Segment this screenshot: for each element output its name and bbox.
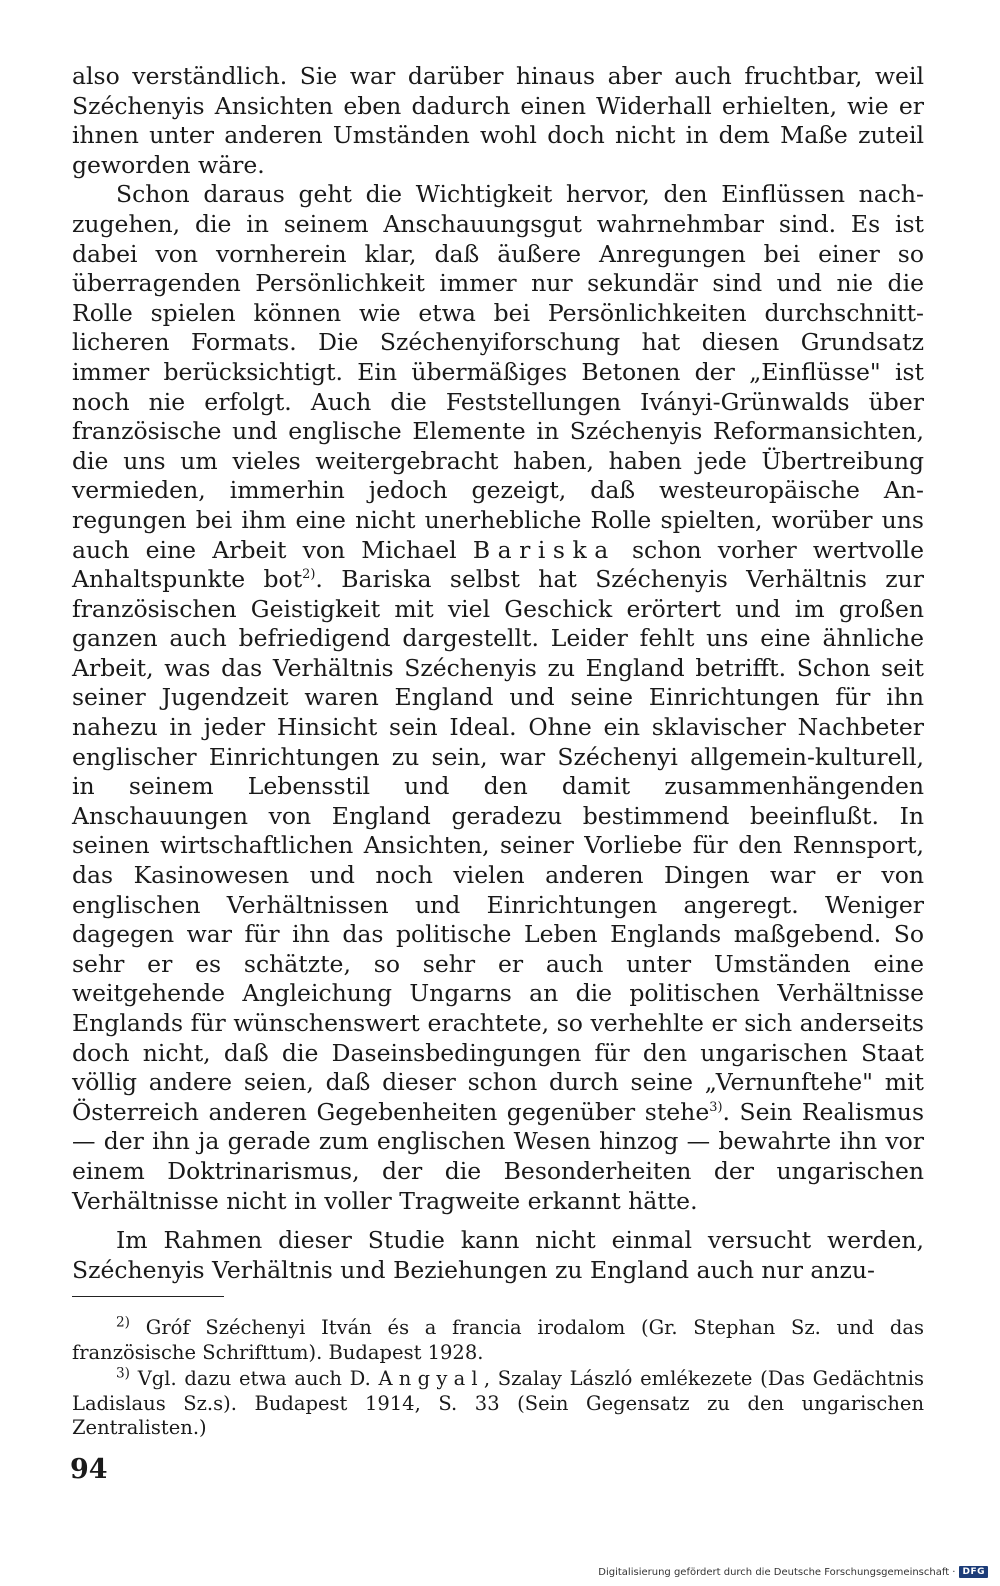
page-number: 94 — [70, 1454, 108, 1485]
paragraph-3 — [72, 1226, 924, 1285]
footnotes — [72, 1316, 924, 1441]
paragraph-2-text-d: . Sein Realismus — der ihn ja gerade zum englischen Wesen hinzog — bewahrte ihn vor einem Doktrinarismus, der die Besonderheiten der ungarischen Verhältnisse nicht in voller Tragweite erkannt hätte. — [72, 1097, 925, 1215]
paragraph-2-text-a: Schon daraus geht die Wichtigkeit hervor, den Einflüssen nachzugehen, die in seinem Anschauungsgut wahrnehmbar sind. Es ist dabei von vornherein klar, daß äußere Anregungen bei einer so überragenden Persönlichkeit immer nur sekundär sind und nie die Rolle spielen können wie etwa bei Persönlichkeiten durchschnittlicheren Formats. Die Széchenyiforschung hat diesen Grundsatz immer berücksichtigt. Ein übermäßiges Betonen der „Einflüsse" ist noch nie erfolgt. Auch die Feststellungen Iványi-Grünwalds über französische und englische Elemente in Széchenyis Reformansichten, die uns um vieles weitergebracht haben, haben jede Übertreibung vermieden, immerhin jedoch gezeigt, daß westeuropäische Anregungen bei ihm eine nicht unerhebliche Rolle spielten, worüber uns auch eine Arbeit von Michael — [72, 180, 924, 564]
footnote-3-text-b: , Szalay László emlékezete (Das Gedächtnis Ladislaus Sz.s). Budapest 1914, S. 33 (Sein Gegensatz zu den ungarischen Zentralisten.) — [72, 1367, 924, 1439]
footnote-2-mark: 2) — [116, 1314, 131, 1331]
footnote-3-text-a: Vgl. dazu etwa auch D. — [137, 1367, 371, 1390]
footnote-ref-2[interactable]: 2) — [302, 567, 316, 583]
paragraph-2-text-b: schon vorher wertvolle Anhaltspunkte bot — [72, 535, 924, 594]
footnote-3-mark: 3) — [116, 1365, 131, 1382]
paragraph-1 — [72, 62, 924, 180]
main-text — [72, 62, 924, 1285]
digitization-credit — [598, 1566, 988, 1578]
paragraph-1-text: also verständlich. Sie war darüber hinaus aber auch fruchtbar, weil Széchenyis Ansichten eben dadurch einen Widerhall erhielten, wie er ihnen unter anderen Umständen wohl doch nicht in dem Maße zuteil geworden wäre. — [72, 62, 924, 179]
footnote-2-text: Gróf Széchenyi Itván és a francia irodalom (Gr. Stephan Sz. und das französische Schrifttum). Budapest 1928. — [72, 1316, 924, 1364]
footnote-2 — [72, 1316, 924, 1365]
credit-text: Digitalisierung gefördert durch die Deutsche Forschungsgemeinschaft · — [598, 1566, 956, 1578]
footnote-divider — [72, 1296, 224, 1297]
dfg-logo-icon: DFG — [959, 1566, 988, 1578]
author-name-bariska: Bariska — [472, 535, 616, 564]
paragraph-2-text-c: . Bariska selbst hat Széchenyis Verhältnis zur französischen Geistigkeit mit viel Geschick erörtert und im großen ganzen auch befriedigend dargestellt. Leider fehlt uns eine ähnliche Arbeit, was das Verhältnis Széchenyis zu England betrifft. Schon seit seiner Jugendzeit waren England und seine Einrichtungen für ihn nahezu in jeder Hinsicht sein Ideal. Ohne ein sklavischer Nachbeter englischer Einrichtungen zu sein, war Széchenyi allgemein-kulturell, in seinem Lebensstil und den damit zusammenhängenden Anschauungen von England geradezu bestimmend beeinflußt. In seinen wirtschaftlichen Ansichten, seiner Vorliebe für den Rennsport, das Kasinowesen und noch vielen anderen Dingen war er von englischen Verhältnissen und Einrichtungen angeregt. Weniger dagegen war für ihn das politische Leben Englands maßgebend. So sehr er es schätzte, so sehr er auch unter Umständen eine weitgehende Angleichung Ungarns an die politischen Verhältnisse Englands für wünschenswert erachtete, so verhehlte er sich anderseits doch nicht, daß die Daseinsbedingungen für den ungarischen Staat völlig andere seien, daß dieser schon durch seine „Vernunftehe" mit Österreich anderen Gegebenheiten gegenüber stehe — [72, 565, 924, 1126]
footnote-3 — [72, 1367, 924, 1441]
paragraph-3-text: Im Rahmen dieser Studie kann nicht einmal versucht werden, Széchenyis Verhältnis und Beziehungen zu England auch nur anzu- — [72, 1226, 924, 1284]
footnote-ref-3[interactable]: 3) — [709, 1099, 723, 1115]
paragraph-2 — [72, 180, 924, 1216]
author-name-angyal: Angyal — [378, 1367, 484, 1390]
